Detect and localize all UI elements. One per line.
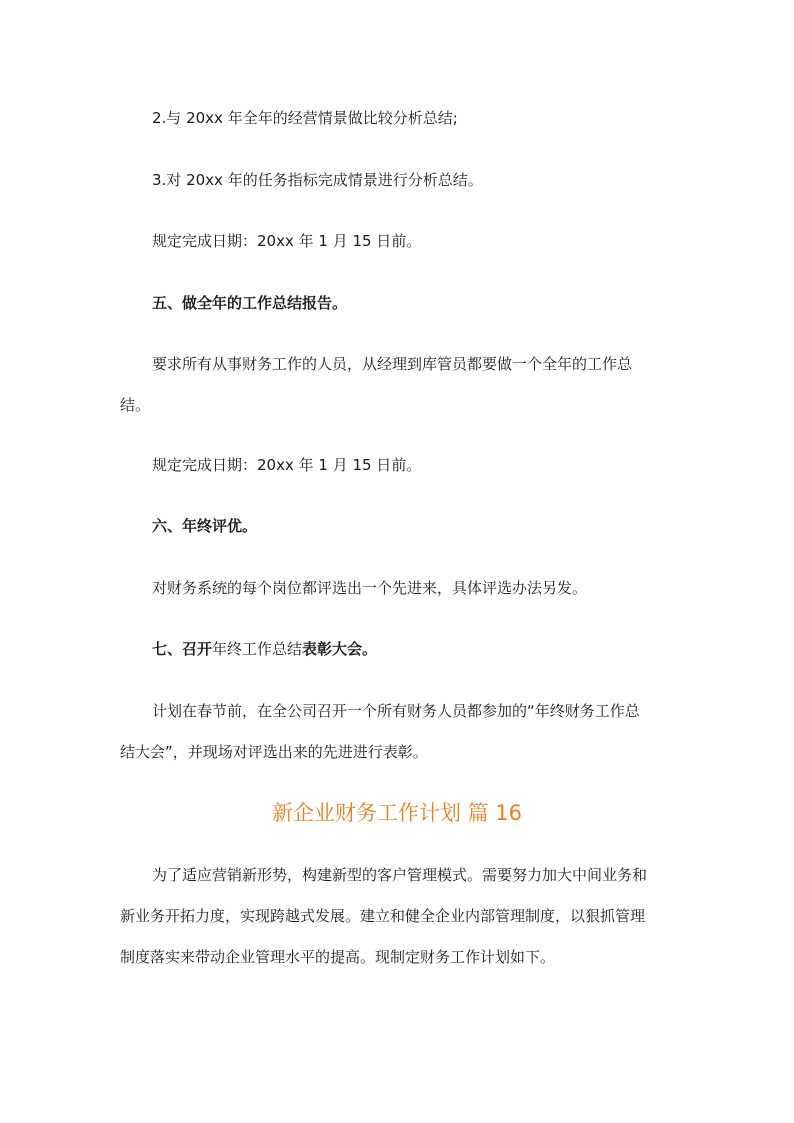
paragraph-item-2: 2.与 20xx 年全年的经营情景做比较分析总结;: [152, 109, 458, 127]
paragraph-line: 计划在春节前，在全公司召开一个所有财务人员都参加的“年终财务工作总: [152, 702, 640, 720]
section-title: 新企业财务工作计划 篇 16: [271, 801, 523, 825]
paragraph-line: 结。: [120, 396, 151, 414]
section-heading-5: 五、做全年的工作总结报告。: [152, 294, 348, 312]
paragraph-line: 为了适应营销新形势，构建新型的客户管理模式。需要努力加大中间业务和: [152, 866, 648, 884]
paragraph-line: 要求所有从事财务工作的人员，从经理到库管员都要做一个全年的工作总: [152, 355, 633, 373]
paragraph-line: 制度落实来带动企业管理水平的提高。现制定财务工作计划如下。: [120, 948, 556, 966]
heading-segment: 表彰大会。: [302, 640, 378, 658]
heading-segment: 年终工作总结: [212, 640, 303, 658]
deadline-text: 规定完成日期：20xx 年 1 月 15 日前。: [152, 232, 422, 250]
section-heading-7: [152, 638, 377, 660]
paragraph-line: 结大会”，并现场对评选出来的先进进行表彰。: [120, 743, 428, 761]
section-heading-6: 六、年终评优。: [152, 517, 258, 535]
deadline-text: 规定完成日期：20xx 年 1 月 15 日前。: [152, 456, 422, 474]
paragraph-item-3: 3.对 20xx 年的任务指标完成情景进行分析总结。: [152, 171, 483, 189]
paragraph-line: 新业务开拓力度，实现跨越式发展。建立和健全企业内部管理制度，以狠抓管理: [120, 907, 646, 925]
heading-segment: 七、召开: [152, 640, 213, 658]
paragraph-line: 对财务系统的每个岗位都评选出一个先进来，具体评选办法另发。: [152, 579, 588, 597]
